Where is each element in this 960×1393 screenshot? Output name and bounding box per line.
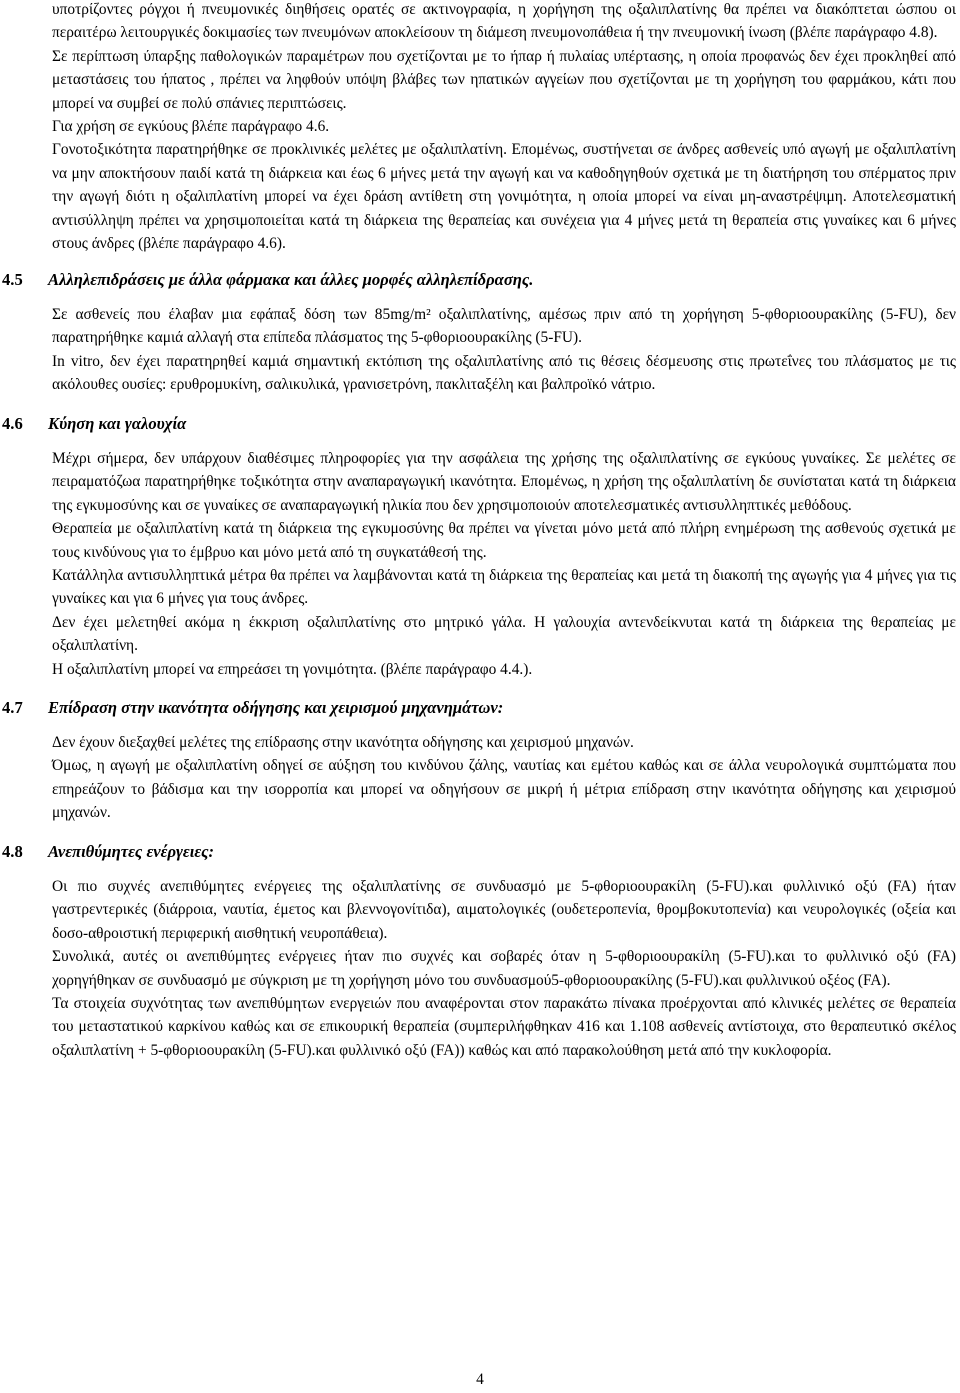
section-number: 4.8 xyxy=(2,842,23,861)
paragraph: Συνολικά, αυτές οι ανεπιθύμητες ενέργειες ήταν πιο συχνές και σοβαρές όταν η 5-φθοριοουρακίλη (5-FU).και το φυλλινικό οξύ (FA) χορηγήθηκαν σε συνδυασμό με σύγκριση με τη χορήγηση μόνο του συνδυασμού5-φθοριοουρακίλης (5-FU).και φυλλινικού οξέος (FA). xyxy=(52,948,956,989)
paragraph: Όμως, η αγωγή με οξαλιπλατίνη οδηγεί σε αύξηση του κινδύνου ζάλης, ναυτίας και εμέτου καθώς και σε άλλα νευρολογικά συμπτώματα που επηρεάζουν το βάδισμα και την ισορροπία και μπορεί να οδηγήσουν σε μικρή ή μέτρια επίδραση στην ικανότητα οδήγησης και χειρισμού μηχανών. xyxy=(52,757,956,822)
paragraph: Γονοτοξικότητα παρατηρήθηκε σε προκλινικές μελέτες με οξαλιπλατίνη. Επομένως, συστήνεται σε άνδρες ασθενείς υπό αγωγή με οξαλιπλατίνη να μην αποκτήσουν παιδί κατά τη διάρκεια και έως 6 μήνες μετά την αγωγή και να καθοδηγηθούν σχετικά με τη διατήρηση του σπέρματος πριν την αγωγή διότι η οξαλιπλατίνη μπορεί να έχει δράση αντίθετη στη γονιμότητα, η οποία μπορεί να είναι μη-αναστρέψιμη. Αποτελεσματική αντισύλληψη πρέπει να χρησιμοποιείται κατά τη διάρκεια της θεραπείας και συνέχεια για 4 μήνες μετά τη θεραπεία στις γυναίκες και 6 μήνες στους άνδρες (βλέπε παράγραφο 4.6). xyxy=(52,141,956,253)
section-title: Επίδραση στην ικανότητα οδήγησης και χειρισμού μηχανημάτων: xyxy=(48,698,504,717)
section-body-4-6 xyxy=(52,447,956,681)
page-number: 4 xyxy=(476,1371,484,1388)
paragraph: Σε ασθενείς που έλαβαν μια εφάπαξ δόση των 85mg/m² οξαλιπλατίνης, αμέσως πριν από τη χορήγηση 5-φθοριοουρακίλης (5-FU), δεν παρατηρήθηκε καμιά αλλαγή στα επίπεδα πλάσματος της 5-φθοριοουρακίλης (5-FU). xyxy=(52,306,956,347)
paragraph: Για χρήση σε εγκύους βλέπε παράγραφο 4.6. xyxy=(52,118,330,136)
section-title: Ανεπιθύμητες ενέργειες: xyxy=(48,842,215,861)
section-title: Κύηση και γαλουχία xyxy=(48,414,187,433)
section-heading-4-5 xyxy=(2,269,952,291)
section-heading-4-6 xyxy=(2,413,952,435)
paragraph: In vitro, δεν έχει παρατηρηθεί καμιά σημαντική εκτόπιση της οξαλιπλατίνης από τις θέσεις δέσμευσης στις πρωτεΐνες του πλάσματος με τις ακόλουθες ουσίες: ερυθρομυκίνη, σαλικυλικά, γρανισετρόνη, πακλιταξέλη και βαλπροϊκό νάτριο. xyxy=(52,352,956,394)
paragraph: Δεν έχει μελετηθεί ακόμα η έκκριση οξαλιπλατίνης στο μητρικό γάλα. Η γαλουχία αντενδείκνυται κατά τη διάρκεια της θεραπείας με οξαλιπλατίνη. xyxy=(52,613,956,655)
section-body-4-5 xyxy=(52,303,956,397)
section-number: 4.5 xyxy=(2,270,23,289)
section-title: Αλληλεπιδράσεις με άλλα φάρμακα και άλλες μορφές αλληλεπίδρασης. xyxy=(48,270,534,289)
paragraph: Κατάλληλα αντισυλληπτικά μέτρα θα πρέπει να λαμβάνονται κατά τη διάρκεια της θεραπείας και μετά τη διακοπή της αγωγής για 4 μήνες για τις γυναίκες και για 6 μήνες για τους άνδρες. xyxy=(52,567,956,608)
paragraph: Μέχρι σήμερα, δεν υπάρχουν διαθέσιμες πληροφορίες για την ασφάλεια της χρήσης της οξαλιπλατίνης σε εγκύους γυναίκες. Σε μελέτες σε πειραματόζωα παρατηρήθηκε τοξικότητα στην αναπαραγωγική ικανότητα. Επομένως, η χρήση της οξαλιπλατίνη δε συνίσταται κατά τη διάρκεια της εγκυμοσύνης και σε γυναίκες σε αναπαραγωγική ηλικία που δεν χρησιμοποιούν αποτελεσματικές αντισυλληπτικές μεθόδους. xyxy=(52,450,956,514)
section-number: 4.7 xyxy=(2,698,23,717)
intro-block xyxy=(52,0,956,255)
paragraph: Οι πιο συχνές ανεπιθύμητες ενέργειες της οξαλιπλατίνης σε συνδυασμό με 5-φθοριοουρακίλη (5-FU).και φυλλινικό οξύ (FA) ήταν γαστρεντερικές (διάρροια, ναυτία, έμετος και βλεννογονίτιδα), αιματολογικές (ουδετεροπενία, θρομβοκυτοπενία) και νευρολογικές (οξεία και δοσο-αθροιστική περιφερική αισθητική νευροπάθεια). xyxy=(52,878,956,942)
paragraph: Σε περίπτωση ύπαρξης παθολογικών παραμέτρων που σχετίζονται με το ήπαρ ή πυλαίας υπέρτασης, η οποία προφανώς δεν έχει προκληθεί από μεταστάσεις του ήπατος , πρέπει να ληφθούν υπόψη βλάβες των ηπατικών αγγείων που σχετίζονται με τη χορήγηση του φαρμάκου, κάτι που μπορεί να συμβεί σε πολύ σπάνιες περιπτώσεις. xyxy=(52,47,956,112)
paragraph: υποτρίζοντες ρόγχοι ή πνευμονικές διηθήσεις ορατές σε ακτινογραφία, η χορήγηση της οξαλιπλατίνης θα πρέπει να διακόπτεται ώσπου οι περαιτέρω λειτουργικές δοκιμασίες των πνευμόνων αποκλείσουν τη διάμεση πνευμονοπάθεια ή την πνευμονική ίνωση (βλέπε παράγραφο 4.8). xyxy=(52,1,956,42)
paragraph: Θεραπεία με οξαλιπλατίνη κατά τη διάρκεια της εγκυμοσύνης θα πρέπει να γίνεται μόνο μετά από πλήρη ενημέρωση της ασθενούς σχετικά με τους κινδύνους για το έμβρυο και μόνο μετά από τη συγκατάθεσή της. xyxy=(52,520,956,561)
section-body-4-7 xyxy=(52,731,956,825)
section-heading-4-7 xyxy=(2,697,952,719)
paragraph: Η οξαλιπλατίνη μπορεί να επηρεάσει τη γονιμότητα. (βλέπε παράγραφο 4.4.). xyxy=(52,660,533,678)
paragraph: Τα στοιχεία συχνότητας των ανεπιθύμητων ενεργειών που αναφέρονται στον παρακάτω πίνακα προέρχονται από κλινικές μελέτες σε θεραπεία του μεταστατικού καρκίνου καθώς και σε επικουρική θεραπεία (συμπεριλήφθηκαν 416 και 1.108 ασθενείς αντίστοιχα, στο θεραπευτικό σκέλος οξαλιπλατίνη + 5-φθοριοουρακίλη (5-FU).και φυλλινικό οξύ (FA)) καθώς και από παρακολούθηση μετά από την κυκλοφορία. xyxy=(52,995,956,1059)
section-number: 4.6 xyxy=(2,414,23,433)
section-body-4-8 xyxy=(52,875,956,1062)
paragraph: Δεν έχουν διεξαχθεί μελέτες της επίδρασης στην ικανότητα οδήγησης και χειρισμού μηχανών. xyxy=(52,734,634,751)
section-heading-4-8 xyxy=(2,841,952,863)
